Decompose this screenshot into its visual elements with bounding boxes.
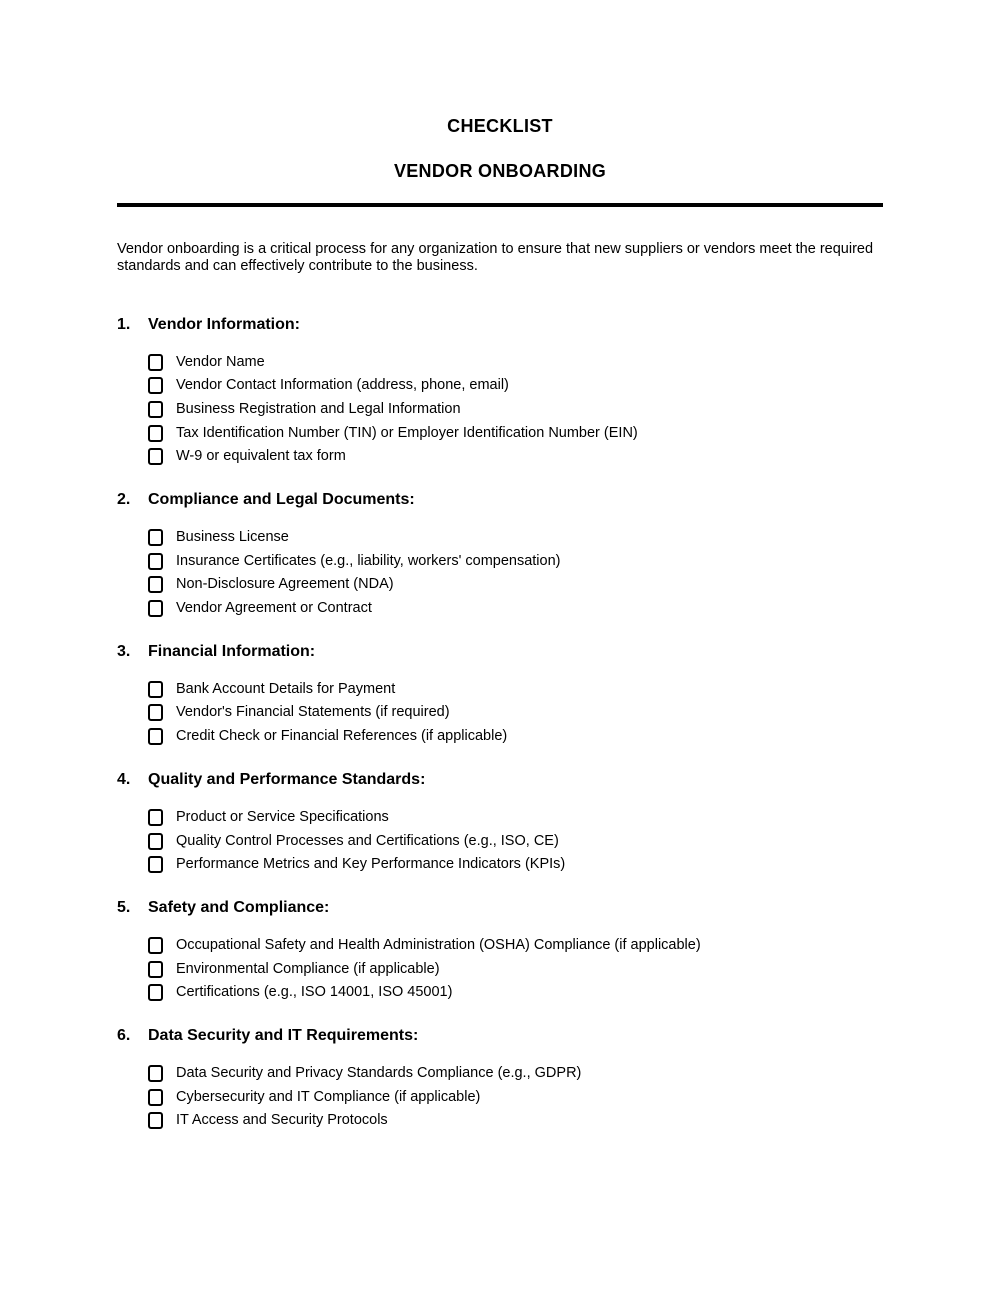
checklist-item — [117, 830, 883, 854]
section-heading — [117, 643, 883, 661]
checklist-item-label: Vendor Contact Information (address, phone, email) — [176, 377, 509, 394]
checklist-item-label: Insurance Certificates (e.g., liability, workers' compensation) — [176, 552, 561, 569]
checkbox-unchecked-icon — [148, 576, 163, 593]
checklist-item — [117, 398, 883, 422]
section-heading — [117, 1027, 883, 1045]
checklist-item-label: Product or Service Specifications — [176, 808, 389, 825]
checklist-section — [117, 316, 883, 469]
checklist-item — [117, 958, 883, 982]
checklist-item-label: Vendor Name — [176, 353, 265, 370]
section-number: 5. — [117, 898, 131, 916]
checklist-item-label: Occupational Safety and Health Administration (OSHA) Compliance (if applicable) — [176, 936, 701, 953]
checklist-item — [117, 526, 883, 550]
section-heading-text: Financial Information: — [148, 642, 316, 660]
checkbox-unchecked-icon — [148, 425, 163, 442]
checklist-item — [117, 422, 883, 446]
checklist-item-label: W-9 or equivalent tax form — [176, 448, 346, 465]
checklist-item-label: Non-Disclosure Agreement (NDA) — [176, 576, 394, 593]
section-items — [117, 526, 883, 621]
intro-paragraph: Vendor onboarding is a critical process for any organization to ensure that new suppliers or vendors meet the required standards and can effectively contribute to the business. — [117, 241, 874, 275]
checkbox-unchecked-icon — [148, 704, 163, 721]
checklist-item — [117, 445, 883, 469]
checklist-item — [117, 1062, 883, 1086]
checklist-item-label: Environmental Compliance (if applicable) — [176, 960, 440, 977]
section-heading-text: Vendor Information: — [148, 315, 300, 333]
section-items — [117, 1062, 883, 1133]
section-number: 2. — [117, 491, 131, 509]
checkbox-unchecked-icon — [148, 600, 163, 617]
checklist-section — [117, 1027, 883, 1133]
checklist-item — [117, 1109, 883, 1133]
checkbox-unchecked-icon — [148, 529, 163, 546]
section-items — [117, 351, 883, 469]
checkbox-unchecked-icon — [148, 1112, 163, 1129]
section-number: 1. — [117, 315, 131, 333]
checklist-item — [117, 853, 883, 877]
checklist-item-label: Quality Control Processes and Certifications (e.g., ISO, CE) — [176, 832, 559, 849]
checklist-section — [117, 771, 883, 877]
checkbox-unchecked-icon — [148, 448, 163, 465]
checklist-item — [117, 678, 883, 702]
section-heading-text: Data Security and IT Requirements: — [148, 1026, 419, 1044]
checkbox-unchecked-icon — [148, 401, 163, 418]
checklist-item-label: Business License — [176, 529, 289, 546]
checklist-item — [117, 573, 883, 597]
section-heading — [117, 316, 883, 334]
checkbox-unchecked-icon — [148, 856, 163, 873]
section-heading — [117, 491, 883, 509]
checklist-item-label: Cybersecurity and IT Compliance (if applicable) — [176, 1088, 481, 1105]
section-heading — [117, 771, 883, 789]
checkbox-unchecked-icon — [148, 354, 163, 371]
section-items — [117, 678, 883, 749]
checklist-sections — [117, 316, 883, 1133]
checkbox-unchecked-icon — [148, 809, 163, 826]
section-heading-text: Safety and Compliance: — [148, 898, 330, 916]
checklist-item-label: Certifications (e.g., ISO 14001, ISO 45001) — [176, 984, 453, 1001]
checklist-item-label: Vendor's Financial Statements (if required) — [176, 704, 450, 721]
checklist-section — [117, 491, 883, 621]
checkbox-unchecked-icon — [148, 728, 163, 745]
section-heading — [117, 899, 883, 917]
checklist-item — [117, 981, 883, 1005]
checklist-item-label: IT Access and Security Protocols — [176, 1112, 388, 1129]
checklist-item — [117, 701, 883, 725]
checkbox-unchecked-icon — [148, 1065, 163, 1082]
checklist-item-label: Performance Metrics and Key Performance Indicators (KPIs) — [176, 856, 566, 873]
checklist-item — [117, 550, 883, 574]
checklist-item-label: Data Security and Privacy Standards Compliance (e.g., GDPR) — [176, 1064, 582, 1081]
checklist-item-label: Vendor Agreement or Contract — [176, 600, 372, 617]
section-items — [117, 934, 883, 1005]
checklist-item — [117, 934, 883, 958]
checkbox-unchecked-icon — [148, 961, 163, 978]
checklist-item-label: Business Registration and Legal Information — [176, 400, 461, 417]
section-number: 4. — [117, 770, 131, 788]
checkbox-unchecked-icon — [148, 984, 163, 1001]
checklist-item — [117, 1086, 883, 1110]
document-title: CHECKLIST — [447, 116, 553, 136]
section-number: 6. — [117, 1026, 131, 1044]
section-number: 3. — [117, 642, 131, 660]
document-subtitle: VENDOR ONBOARDING — [393, 161, 607, 181]
section-heading-text: Compliance and Legal Documents: — [148, 491, 415, 509]
checklist-item-label: Bank Account Details for Payment — [176, 680, 396, 697]
checklist-item — [117, 351, 883, 375]
checklist-item — [117, 725, 883, 749]
checklist-item-label: Credit Check or Financial References (if applicable) — [176, 728, 508, 745]
checkbox-unchecked-icon — [148, 377, 163, 394]
section-items — [117, 806, 883, 877]
checklist-item — [117, 806, 883, 830]
checkbox-unchecked-icon — [148, 681, 163, 698]
checklist-section — [117, 643, 883, 749]
section-heading-text: Quality and Performance Standards: — [148, 770, 426, 788]
title-divider-rule — [117, 203, 883, 207]
checkbox-unchecked-icon — [148, 1089, 163, 1106]
checklist-section — [117, 899, 883, 1005]
checklist-item-label: Tax Identification Number (TIN) or Employer Identification Number (EIN) — [176, 424, 638, 441]
checkbox-unchecked-icon — [148, 937, 163, 954]
checkbox-unchecked-icon — [148, 833, 163, 850]
checklist-item — [117, 374, 883, 398]
checklist-item — [117, 597, 883, 621]
checkbox-unchecked-icon — [148, 553, 163, 570]
